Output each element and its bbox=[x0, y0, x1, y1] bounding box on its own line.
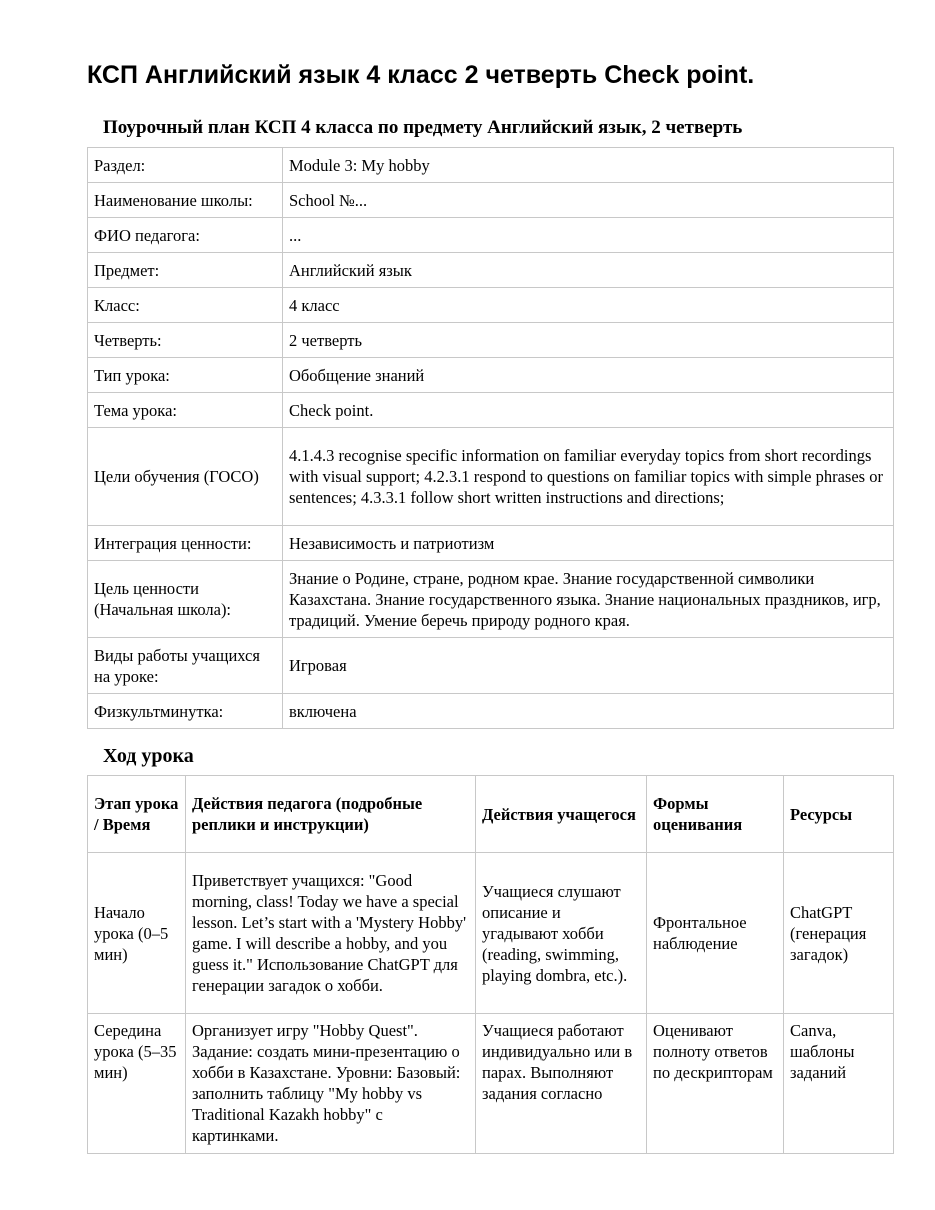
info-row-section bbox=[88, 148, 894, 183]
info-row-objectives bbox=[88, 428, 894, 526]
info-value: Check point. bbox=[283, 393, 894, 428]
info-value: 4 класс bbox=[283, 288, 894, 323]
document-title: КСП Английский язык 4 класс 2 четверть Check point. bbox=[87, 61, 755, 89]
info-value: 4.1.4.3 recognise specific information on familiar everyday topics from short recordings with visual support; 4.2.3.1 respond to questions on familiar topics with simple phrases or sentences; 4.3.3.1 follow short written instructions and directions; bbox=[283, 428, 894, 526]
info-label: Интеграция ценности: bbox=[88, 526, 283, 561]
info-value: School №... bbox=[283, 183, 894, 218]
column-header-assessment: Формы оценивания bbox=[647, 776, 784, 853]
info-label: Раздел: bbox=[88, 148, 283, 183]
resources-cell: Canva, шаблоны заданий bbox=[784, 1014, 894, 1154]
info-value: Игровая bbox=[283, 638, 894, 694]
info-label: Наименование школы: bbox=[88, 183, 283, 218]
table-row bbox=[88, 1014, 894, 1154]
teacher-actions-cell: Приветствует учащихся: "Good morning, class! Today we have a special lesson. Let’s start with a 'Mystery Hobby' game. I will describe a hobby, and you guess it." Использование ChatGPT для генерации загадок о хобби. bbox=[186, 853, 476, 1014]
info-label: Класс: bbox=[88, 288, 283, 323]
lesson-header-row bbox=[88, 776, 894, 853]
info-value: Обобщение знаний bbox=[283, 358, 894, 393]
info-row-value-goal bbox=[88, 561, 894, 638]
info-value: включена bbox=[283, 694, 894, 729]
info-row-quarter bbox=[88, 323, 894, 358]
column-header-stage: Этап урока / Время bbox=[88, 776, 186, 853]
info-label: Цели обучения (ГОСО) bbox=[88, 428, 283, 526]
info-label: Четверть: bbox=[88, 323, 283, 358]
stage-cell: Середина урока (5–35 мин) bbox=[88, 1014, 186, 1154]
student-actions-cell: Учащиеся работают индивидуально или в парах. Выполняют задания согласно bbox=[476, 1014, 647, 1154]
table-row bbox=[88, 853, 894, 1014]
student-actions-cell: Учащиеся слушают описание и угадывают хобби (reading, swimming, playing dombra, etc.). bbox=[476, 853, 647, 1014]
info-label: ФИО педагога: bbox=[88, 218, 283, 253]
column-header-teacher-actions: Действия педагога (подробные реплики и инструкции) bbox=[186, 776, 476, 853]
teacher-actions-cell: Организует игру "Hobby Quest". Задание: создать мини-презентацию о хобби в Казахстане. Уровни: Базовый: заполнить таблицу "My hobby vs Traditional Kazakh hobby" с картинками. bbox=[186, 1014, 476, 1154]
info-label: Физкультминутка: bbox=[88, 694, 283, 729]
lesson-flow-table bbox=[87, 775, 894, 1154]
info-label: Предмет: bbox=[88, 253, 283, 288]
info-value: Английский язык bbox=[283, 253, 894, 288]
info-value: Module 3: My hobby bbox=[283, 148, 894, 183]
info-row-physical-break bbox=[88, 694, 894, 729]
info-value: ... bbox=[283, 218, 894, 253]
assessment-cell: Оценивают полноту ответов по дескрипторам bbox=[647, 1014, 784, 1154]
info-label: Тема урока: bbox=[88, 393, 283, 428]
info-row-topic bbox=[88, 393, 894, 428]
resources-cell: ChatGPT (генерация загадок) bbox=[784, 853, 894, 1014]
lesson-info-table bbox=[87, 147, 894, 729]
column-header-resources: Ресурсы bbox=[784, 776, 894, 853]
lesson-progress-heading: Ход урока bbox=[103, 745, 194, 767]
info-value: Независимость и патриотизм bbox=[283, 526, 894, 561]
info-value: 2 четверть bbox=[283, 323, 894, 358]
info-row-school bbox=[88, 183, 894, 218]
assessment-cell: Фронтальное наблюдение bbox=[647, 853, 784, 1014]
info-row-grade bbox=[88, 288, 894, 323]
info-label: Тип урока: bbox=[88, 358, 283, 393]
info-label: Виды работы учащихся на уроке: bbox=[88, 638, 283, 694]
info-row-lesson-type bbox=[88, 358, 894, 393]
info-row-subject bbox=[88, 253, 894, 288]
info-value: Знание о Родине, стране, родном крае. Знание государственной символики Казахстана. Знание государственного языка. Знание национальных праздников, игр, традиций. Умение беречь природу родного края. bbox=[283, 561, 894, 638]
stage-cell: Начало урока (0–5 мин) bbox=[88, 853, 186, 1014]
info-row-work-types bbox=[88, 638, 894, 694]
info-row-value-integration bbox=[88, 526, 894, 561]
info-label: Цель ценности (Начальная школа): bbox=[88, 561, 283, 638]
plan-subtitle: Поурочный план КСП 4 класса по предмету Английский язык, 2 четверть bbox=[103, 117, 743, 138]
info-row-teacher bbox=[88, 218, 894, 253]
column-header-student-actions: Действия учащегося bbox=[476, 776, 647, 853]
